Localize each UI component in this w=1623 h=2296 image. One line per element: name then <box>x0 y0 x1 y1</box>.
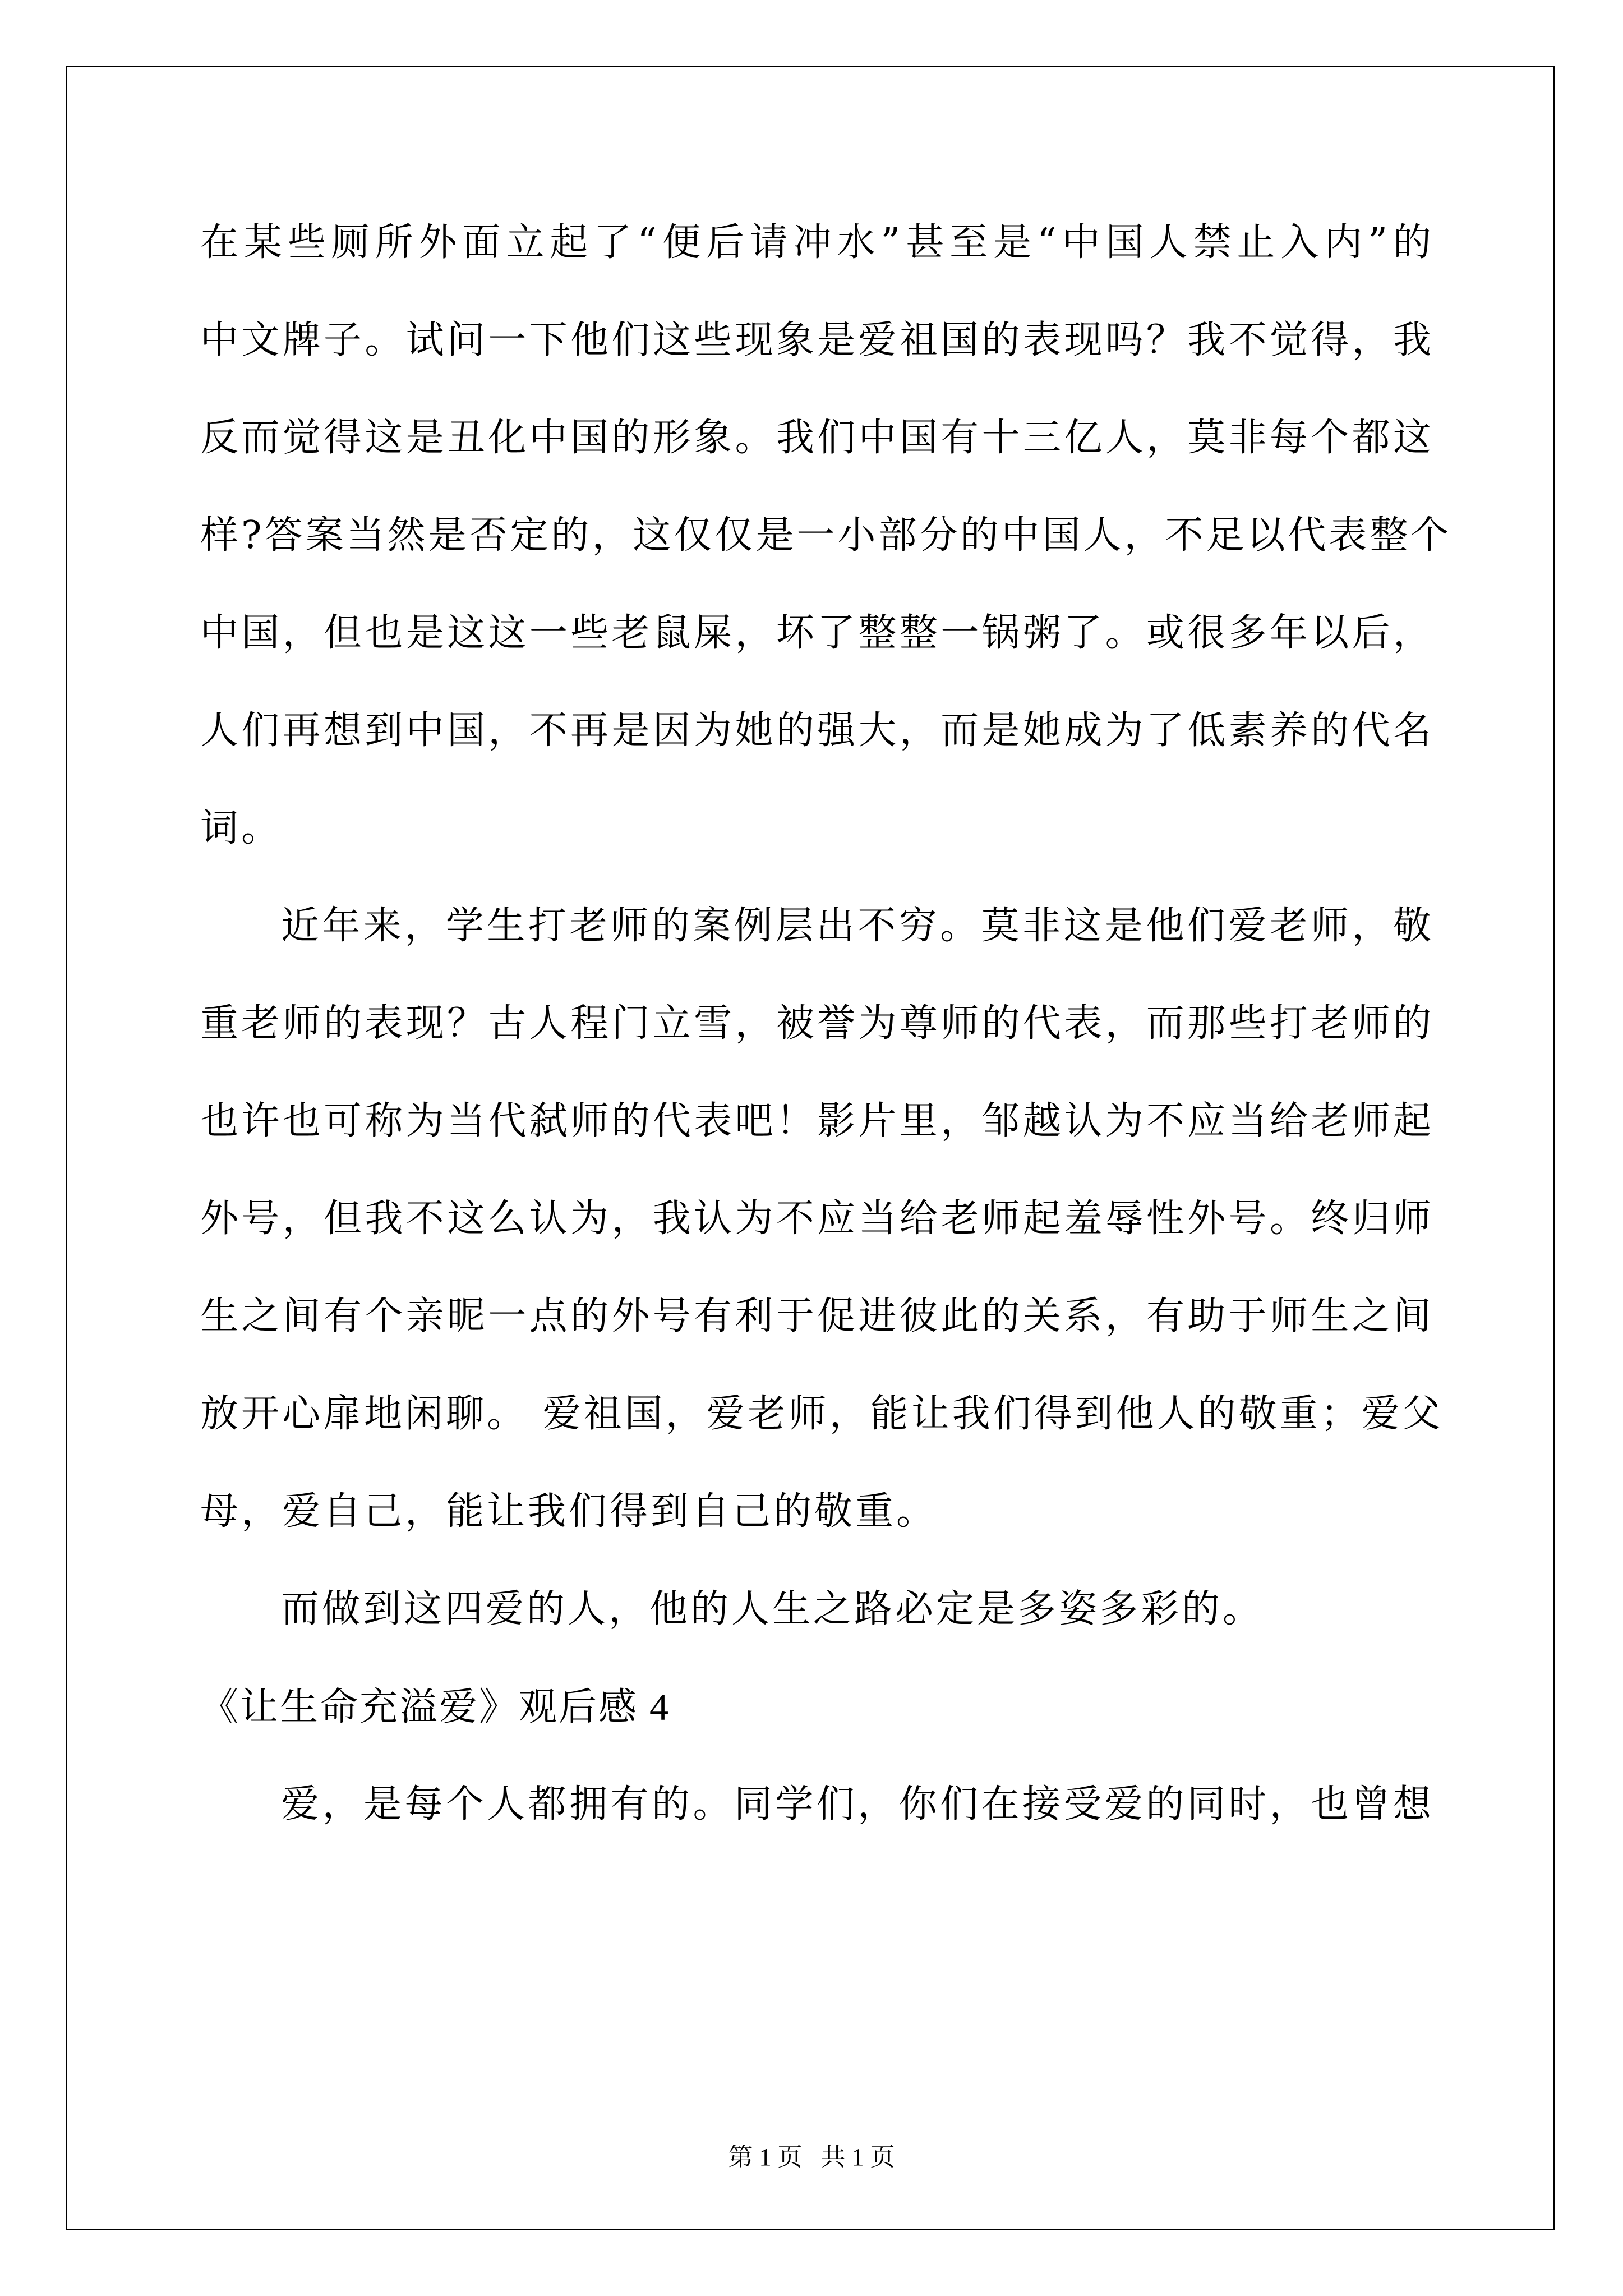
text-line: 词。 <box>200 806 283 850</box>
page-footer: 第 1 页 共 1 页 <box>728 2143 895 2171</box>
text-line: 在某些厕所外面立起了“便后请冲水”甚至是“中国人禁止入内”的 <box>200 220 1434 265</box>
paragraph-first-line: 近年来，学生打老师的案例层出不穷。莫非这是他们爱老师，敬 <box>281 904 1434 948</box>
text-line: 外号，但我不这么认为，我认为不应当给老师起羞辱性外号。终归师 <box>200 1197 1434 1241</box>
text-line: 生之间有个亲昵一点的外号有利于促进彼此的关系，有助于师生之间 <box>200 1294 1434 1338</box>
text-line: 中国，但也是这这一些老鼠屎，坏了整整一锅粥了。或很多年以后， <box>200 611 1434 655</box>
text-line: 中文牌子。试问一下他们这些现象是爱祖国的表现吗？我不觉得，我 <box>200 318 1434 362</box>
text-line: 放开心扉地闲聊。 爱祖国，爱老师，能让我们得到他人的敬重；爱父 <box>200 1392 1444 1436</box>
text-line: 也许也可称为当代弑师的代表吧！影片里，邹越认为不应当给老师起 <box>200 1099 1434 1143</box>
document-body <box>200 216 1452 1875</box>
paragraph-first-line: 爱，是每个人都拥有的。同学们，你们在接受爱的同时，也曾想 <box>281 1782 1434 1826</box>
text-line: 母，爱自己，能让我们得到自己的敬重。 <box>200 1489 938 1534</box>
text-line: 重老师的表现？古人程门立雪，被誉为尊师的代表，而那些打老师的 <box>200 1001 1434 1046</box>
text-line: 反而觉得这是丑化中国的形象。我们中国有十三亿人，莫非每个都这 <box>200 416 1434 460</box>
text-line: 人们再想到中国，不再是因为她的强大，而是她成为了低素养的代名 <box>200 708 1434 753</box>
section-title: 《让生命充溢爱》观后感 4 <box>200 1686 671 1728</box>
text-line: 样?答案当然是否定的，这仅仅是一小部分的中国人，不足以代表整个 <box>200 513 1452 558</box>
paragraph-first-line: 而做到这四爱的人，他的人生之路必定是多姿多彩的。 <box>281 1587 1264 1631</box>
